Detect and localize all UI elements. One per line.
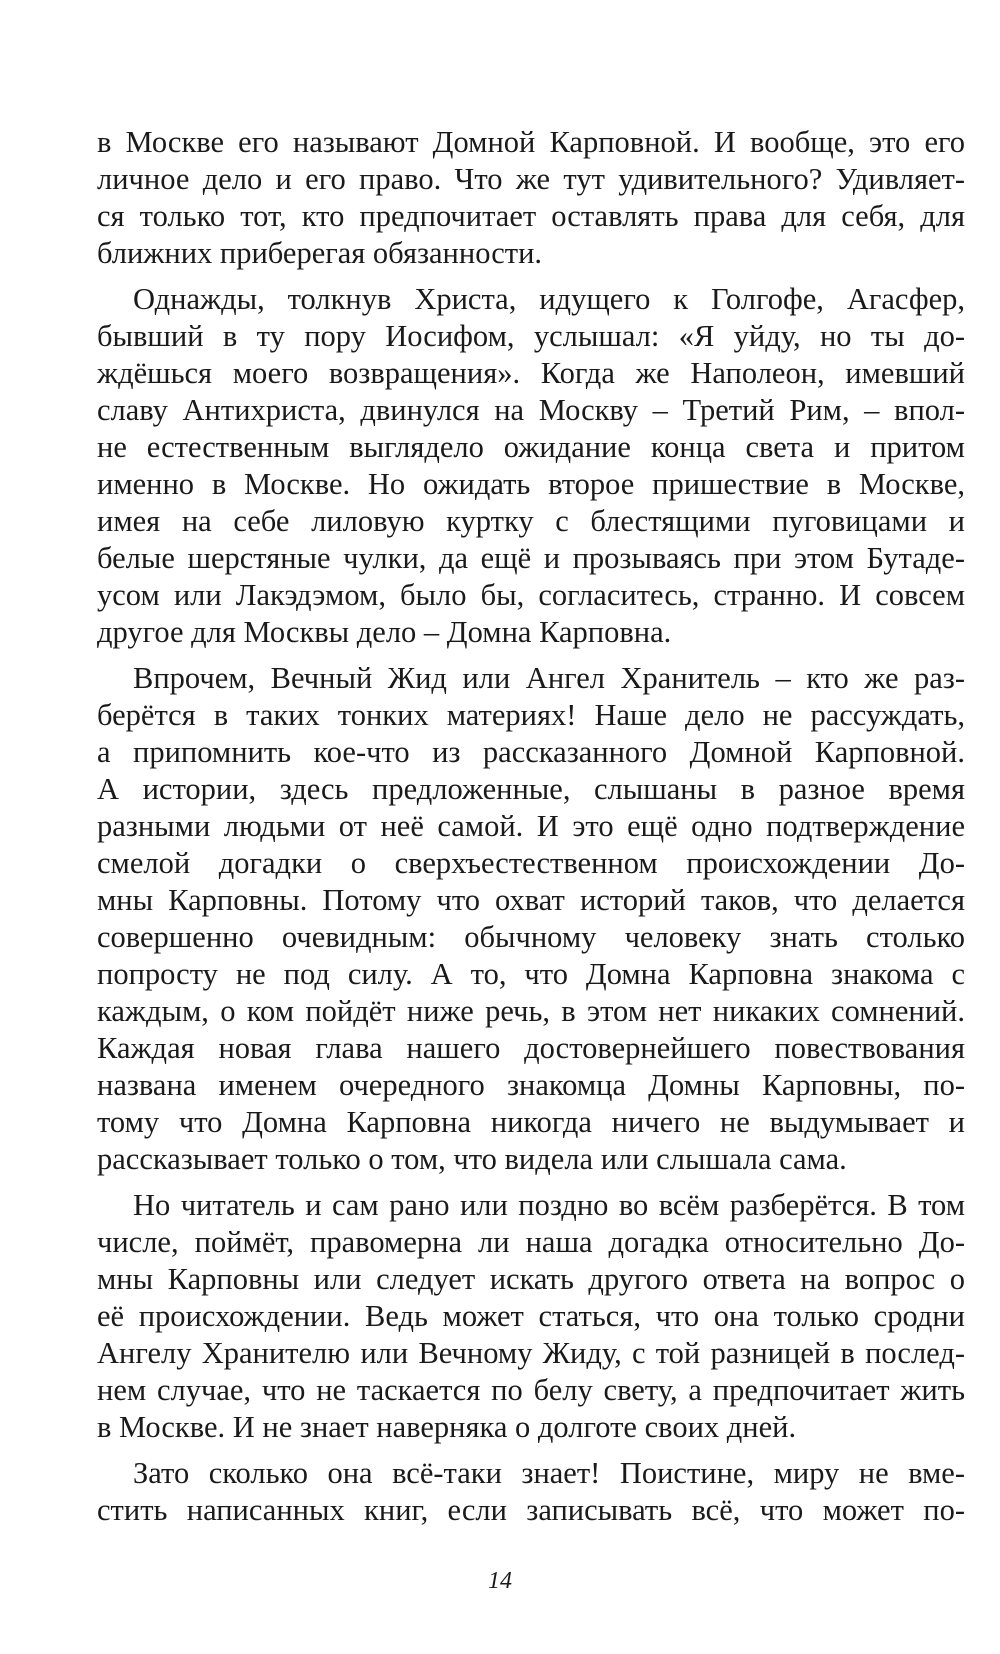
paragraph-gap (97, 1178, 965, 1187)
text-line: другое для Москвы дело – Домна Карповна. (97, 615, 672, 649)
text-line: разными людьми от неё самой. И это ещё одно подтверждение (97, 809, 965, 843)
text-line: не естественным выглядело ожидание конца света и притом (97, 430, 965, 464)
text-line: каждым, о ком пойдёт ниже речь, в этом нет никаких сомнений. (97, 994, 965, 1028)
page-number: 14 (488, 1568, 512, 1594)
text-line: числе, поймёт, правомерна ли наша догадка относительно До- (97, 1225, 965, 1259)
text-line: Но читатель и сам рано или поздно во всём разберётся. В том (133, 1188, 965, 1222)
text-line: в Москве. И не знает наверняка о долготе своих дней. (97, 1410, 797, 1444)
text-line: бывший в ту пору Иосифом, услышал: «Я уйду, но ты до- (97, 319, 965, 353)
text-line: а припомнить кое-что из рассказанного Домной Карповной. (97, 735, 965, 769)
text-line: рассказывает только о том, что видела или слышала сама. (97, 1142, 847, 1176)
text-line: Впрочем, Вечный Жид или Ангел Хранитель – кто же раз- (133, 661, 965, 695)
text-line: стить написанных книг, если записывать всё, что может по- (97, 1493, 965, 1527)
text-line: Зато сколько она всё-таки знает! Поистине, миру не вме- (133, 1456, 965, 1490)
paragraph-gap (97, 1446, 965, 1455)
paragraph (97, 281, 965, 651)
text-line: ближних приберегая обязанности. (97, 236, 543, 270)
text-line: ждёшься моего возвращения». Когда же Наполеон, имевший (97, 356, 965, 390)
text-line: смелой догадки о сверхъестественном происхождении До- (97, 846, 965, 880)
text-line: белые шерстяные чулки, да ещё и прозываясь при этом Бутаде- (97, 541, 965, 575)
text-line: тому что Домна Карповна никогда ничего не выдумывает и (97, 1105, 965, 1139)
text-line: усом или Лакэдэмом, было бы, согласитесь, странно. И совсем (97, 578, 965, 612)
text-line: нем случае, что не таскается по белу свету, а предпочитает жить (97, 1373, 965, 1407)
paragraph (97, 124, 965, 272)
text-line: названа именем очередного знакомца Домны Карповны, по- (97, 1068, 965, 1102)
text-line: имея на себе лиловую куртку с блестящими пуговицами и (97, 504, 965, 538)
paragraph (97, 1455, 965, 1529)
text-line: мны Карповны. Потому что охват историй таков, что делается (97, 883, 965, 917)
paragraph (97, 1187, 965, 1446)
text-line: Ангелу Хранителю или Вечному Жиду, с той разницей в послед- (97, 1336, 965, 1370)
paragraph-gap (97, 272, 965, 281)
text-line: Каждая новая глава нашего достовернейшего повествования (97, 1031, 965, 1065)
text-line: берётся в таких тонких материях! Наше дело не рассуждать, (97, 698, 965, 732)
text-line: ся только тот, кто предпочитает оставлять права для себя, для (97, 199, 965, 233)
text-line: Однажды, толкнув Христа, идущего к Голгофе, Агасфер, (133, 282, 965, 316)
text-line: мны Карповны или следует искать другого ответа на вопрос о (97, 1262, 965, 1296)
paragraph (97, 660, 965, 1178)
body-text (97, 124, 965, 1529)
text-line: совершенно очевидным: обычному человеку знать столько (97, 920, 965, 954)
text-line: попросту не под силу. А то, что Домна Карповна знакома с (97, 957, 965, 991)
text-line: личное дело и его право. Что же тут удивительного? Удивляет- (97, 162, 965, 196)
text-line: А истории, здесь предложенные, слышаны в разное время (97, 772, 965, 806)
paragraph-gap (97, 651, 965, 660)
text-line: именно в Москве. Но ожидать второе пришествие в Москве, (97, 467, 965, 501)
text-line: в Москве его называют Домной Карповной. И вообще, это его (97, 125, 965, 159)
text-line: её происхождении. Ведь может статься, что она только сродни (97, 1299, 965, 1333)
text-line: славу Антихриста, двинулся на Москву – Третий Рим, – впол- (97, 393, 965, 427)
